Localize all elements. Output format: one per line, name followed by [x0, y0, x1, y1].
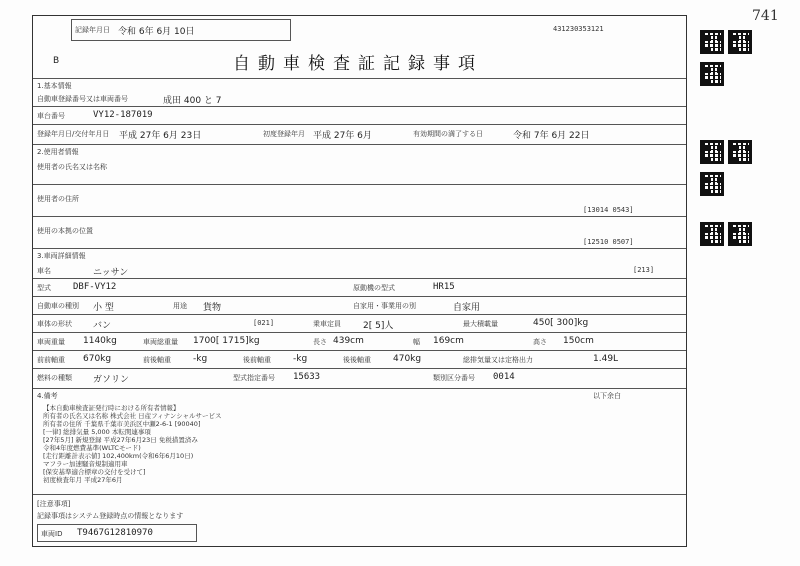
- capacity-label: 乗車定員: [313, 320, 341, 328]
- section2-heading: 2.使用者情報: [37, 148, 79, 156]
- remark-line: [保安基準適合標章の交付を受けて]: [43, 468, 146, 476]
- engine-value: HR15: [433, 282, 455, 292]
- front-axle-label: 前前軸重: [37, 356, 65, 364]
- rear-axle-value: 470kg: [393, 354, 422, 364]
- registered-label: 登録年月日/交付年月日: [37, 130, 110, 138]
- user-address-label: 使用者の住所: [37, 195, 79, 203]
- type-cert-value: 15633: [293, 372, 321, 382]
- remarks-tail: 以下余白: [593, 392, 621, 400]
- category-label: 類別区分番号: [433, 374, 475, 382]
- load-value: 450[ 300]kg: [533, 318, 589, 328]
- remark-line: [27年5月] 新規登録 平成27年6月23日 免税措置済み: [43, 436, 198, 444]
- address-code-2: [12510 0507]: [583, 238, 634, 246]
- section3-heading: 3.車両詳細情報: [37, 252, 86, 260]
- height-label: 高さ: [533, 338, 547, 346]
- qr-code-8: [728, 222, 752, 246]
- weight-value: 1140kg: [83, 336, 117, 346]
- front-axle-value: 670kg: [83, 354, 112, 364]
- type-cert-label: 型式指定番号: [233, 374, 275, 382]
- notice-heading: [注意事項]: [37, 500, 71, 508]
- front-rear-value: -kg: [193, 354, 208, 364]
- page-number: 741: [752, 8, 779, 24]
- car-id-label: 車両ID: [41, 530, 63, 538]
- body-label: 車体の形状: [37, 320, 72, 328]
- engine-label: 原動機の型式: [353, 284, 395, 292]
- height-value: 150cm: [563, 336, 594, 346]
- weight-label: 車両重量: [37, 338, 65, 346]
- make-code: [213]: [633, 266, 655, 274]
- use-label: 用途: [173, 302, 187, 310]
- document-number: 431230353121: [553, 25, 604, 33]
- qr-code-7: [700, 222, 724, 246]
- remark-line: 所有者の氏名又は名称 株式会社 日産フィナンシャルサービス: [43, 412, 222, 420]
- first-reg-label: 初度登録年月: [263, 130, 305, 138]
- remark-line: 所有者の住所 千葉県千葉市美浜区中瀬2-6-1 [90040]: [43, 420, 201, 428]
- gross-label: 車両総重量: [143, 338, 178, 346]
- body-code: [021]: [253, 319, 275, 327]
- capacity-value: 2[ 5]人: [363, 321, 394, 331]
- base-label: 使用の本拠の位置: [37, 227, 93, 235]
- expiry-label: 有効期間の満了する日: [413, 130, 483, 138]
- document-title: 自動車検査証記録事項: [233, 54, 483, 74]
- chassis-value: VY12-187019: [93, 110, 153, 120]
- remarks-list: [43, 404, 673, 484]
- gross-value: 1700[ 1715]kg: [193, 336, 260, 346]
- car-id-value: T9467G12810970: [77, 528, 153, 538]
- qr-code-1: [700, 30, 724, 54]
- purpose-label: 自家用・事業用の別: [353, 302, 416, 310]
- rear-front-label: 後前軸重: [243, 356, 271, 364]
- expiry-value: 令和 7年 6月 22日: [513, 131, 590, 141]
- remark-line: マフラー加速騒音規制適用車: [43, 460, 128, 468]
- remark-line: 初度検査年月 平成27年6月: [43, 476, 123, 484]
- qr-code-5: [728, 140, 752, 164]
- qr-code-3: [700, 62, 724, 86]
- registration-date-value: 令和 6年 6月 10日: [118, 27, 195, 37]
- certificate-frame: [32, 15, 687, 547]
- displacement-label: 総排気量又は定格出力: [463, 356, 533, 364]
- body-value: バン: [93, 321, 112, 331]
- address-code-1: [13014 0543]: [583, 206, 634, 214]
- purpose-value: 自家用: [453, 303, 481, 313]
- length-value: 439cm: [333, 336, 364, 346]
- rear-axle-label: 後後軸重: [343, 356, 371, 364]
- first-reg-value: 平成 27年 6月: [313, 131, 372, 141]
- chassis-label: 車台番号: [37, 112, 65, 120]
- registered-value: 平成 27年 6月 23日: [119, 131, 202, 141]
- fuel-label: 燃料の種類: [37, 374, 72, 382]
- qr-code-2: [728, 30, 752, 54]
- class-mark: B: [53, 56, 60, 66]
- length-label: 長さ: [313, 338, 327, 346]
- fuel-value: ガソリン: [93, 375, 130, 385]
- plate-label: 自動車登録番号又は車両番号: [37, 95, 128, 103]
- category-value: 0014: [493, 372, 515, 382]
- model-label: 型式: [37, 284, 51, 292]
- front-rear-label: 前後軸重: [143, 356, 171, 364]
- qr-code-6: [700, 172, 724, 196]
- load-label: 最大積載量: [463, 320, 498, 328]
- make-label: 車名: [37, 267, 51, 275]
- make-value: ニッサン: [93, 268, 129, 278]
- section4-heading: 4.備考: [37, 392, 58, 400]
- section1-heading: 1.基本情報: [37, 82, 72, 90]
- plate-value: 成田 400 と 7: [163, 96, 222, 106]
- model-value: DBF-VY12: [73, 282, 117, 292]
- remark-line: 【本自動車検査証発行時における所有者情報】: [43, 404, 180, 412]
- remark-line: [一律] 総排気量 5,000 本転関連事項: [43, 428, 151, 436]
- width-label: 幅: [413, 338, 420, 346]
- kind-value: 小 型: [93, 303, 114, 313]
- notice-text: 記録事項はシステム登録時点の情報となります: [37, 512, 184, 520]
- displacement-value: 1.49L: [593, 354, 619, 364]
- width-value: 169cm: [433, 336, 464, 346]
- kind-label: 自動車の種別: [37, 302, 79, 310]
- rear-front-value: -kg: [293, 354, 308, 364]
- remark-line: 令和4年度燃費基準(WLTCモード): [43, 444, 141, 452]
- registration-date-label: 記録年月日: [75, 26, 110, 34]
- remark-line: [走行距離計表示値] 102,400km(令和6年6月10日): [43, 452, 194, 460]
- qr-code-4: [700, 140, 724, 164]
- use-value: 貨物: [203, 303, 222, 313]
- user-name-label: 使用者の氏名又は名称: [37, 163, 107, 171]
